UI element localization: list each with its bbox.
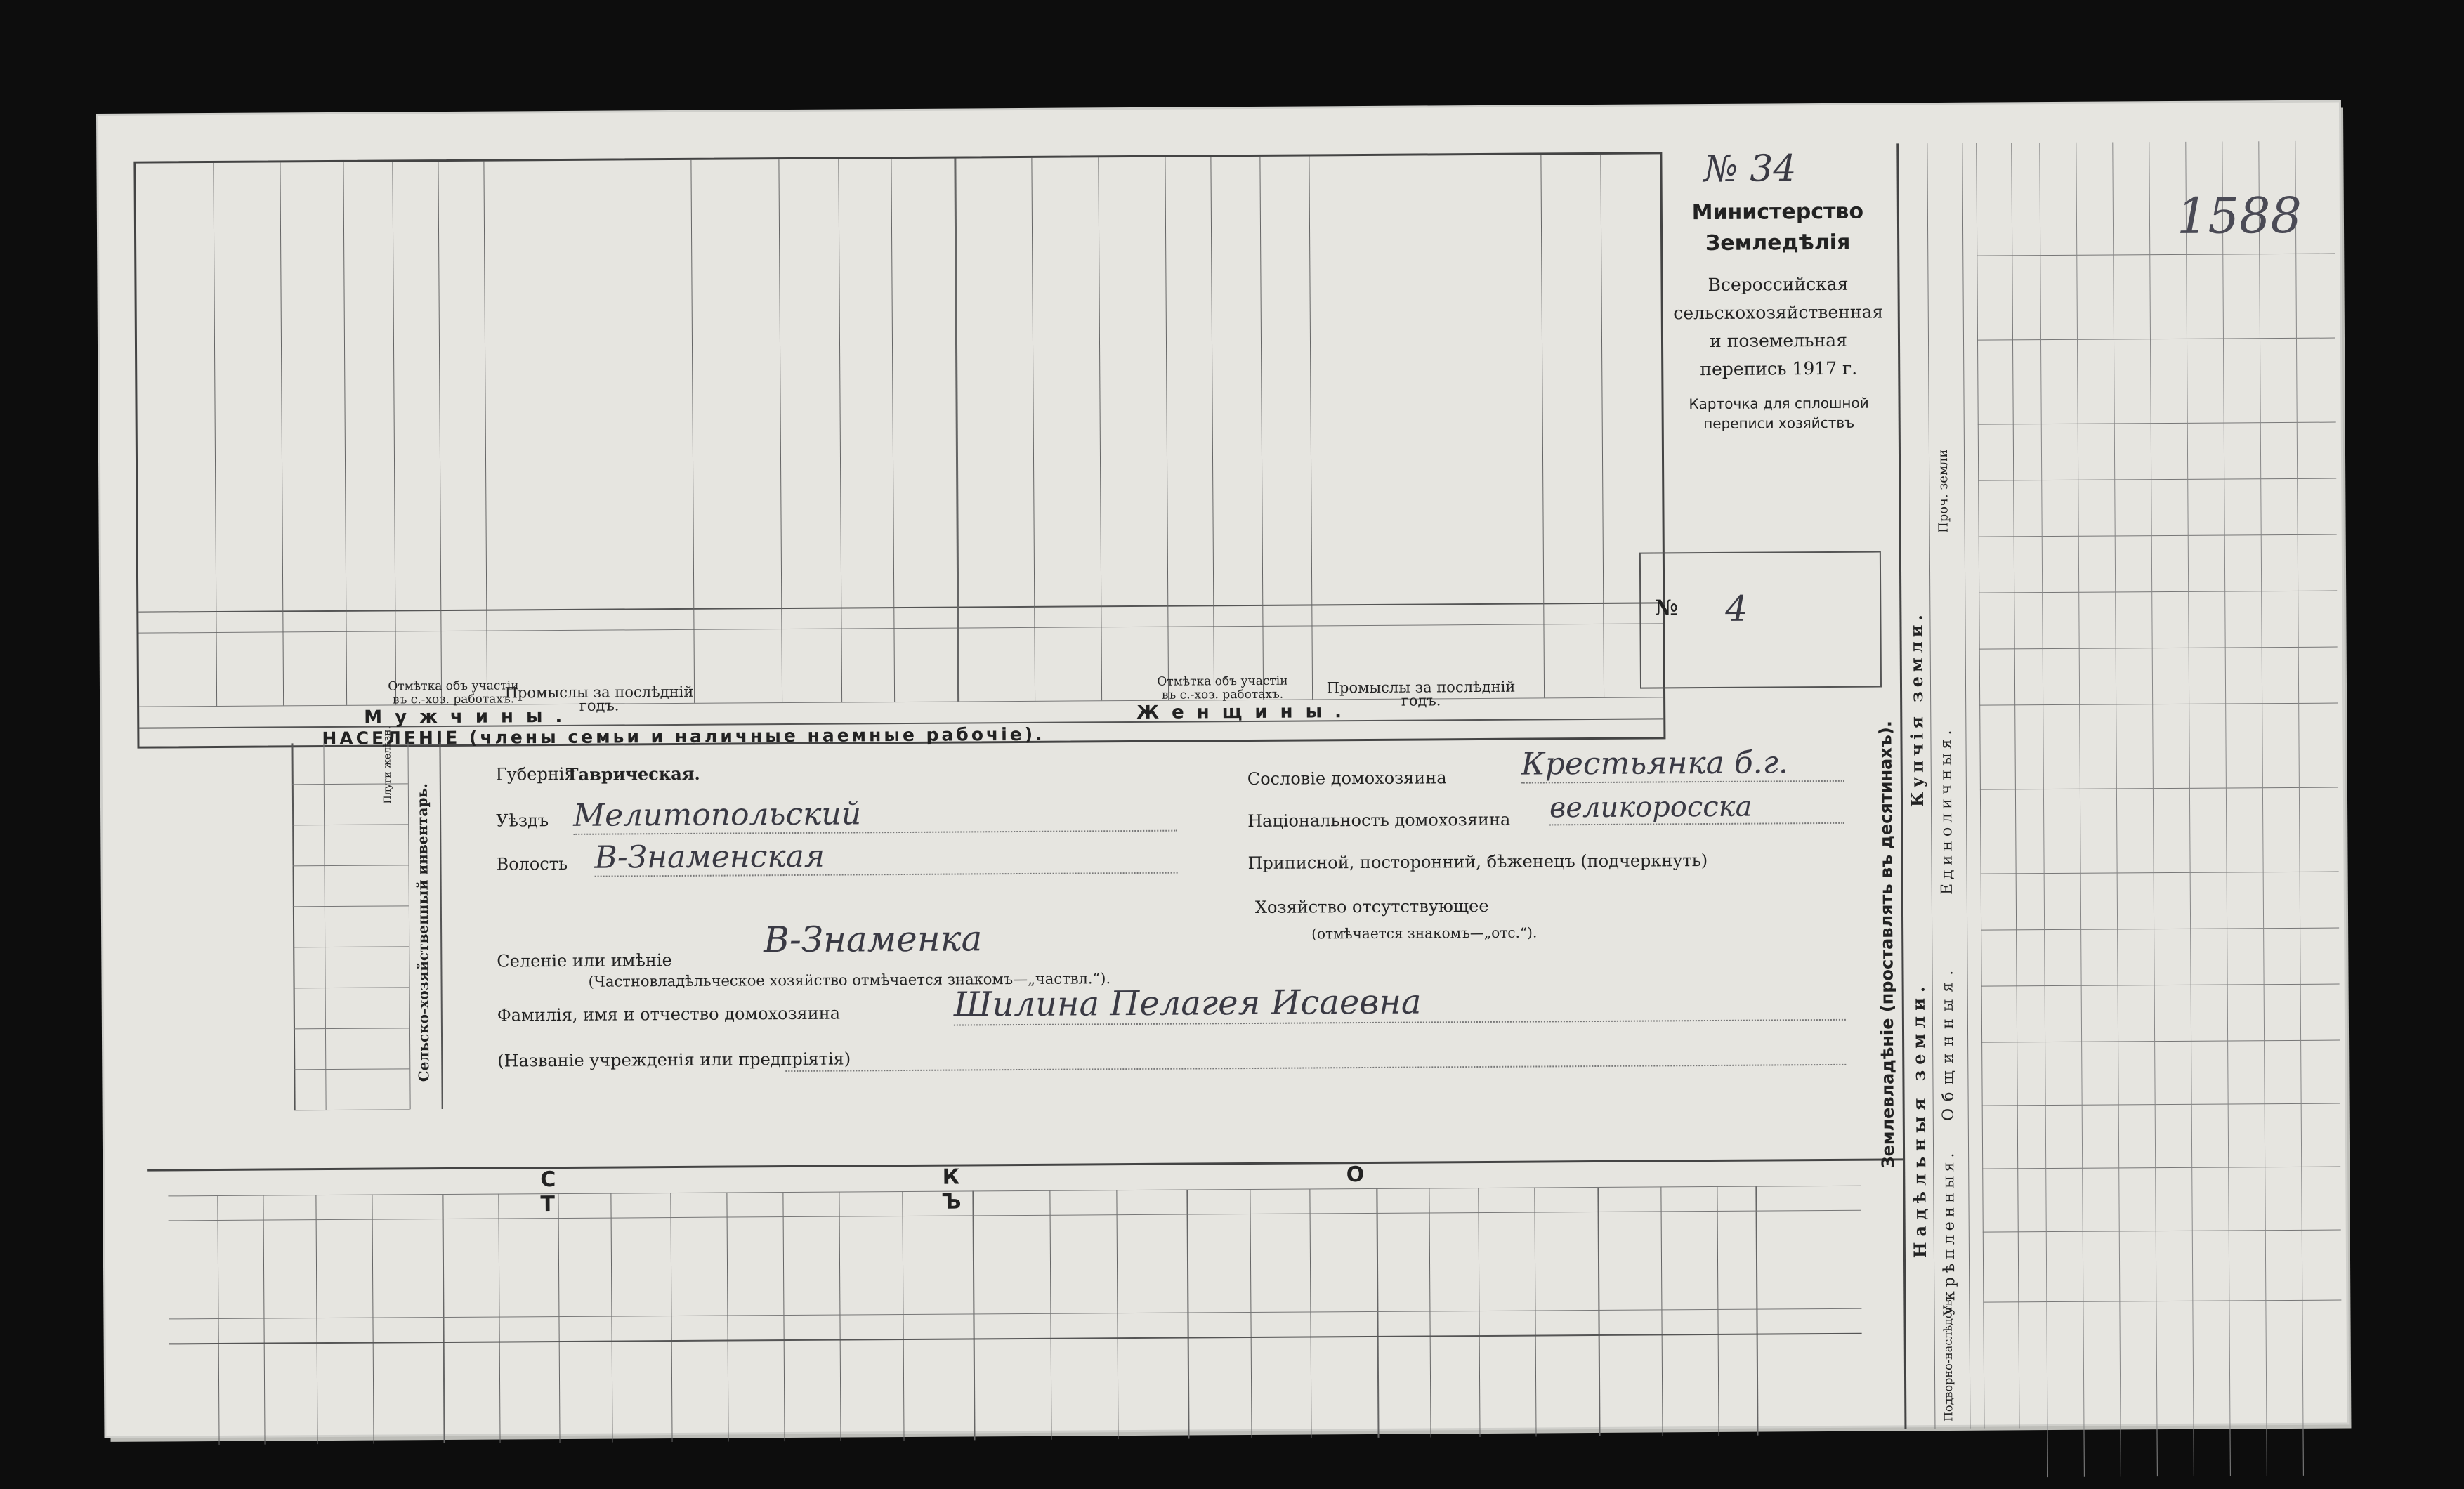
- status-label: Приписной, посторонний, бѣженецъ (подчеркнуть): [1247, 851, 1708, 873]
- land-value: [2119, 802, 2152, 921]
- kuplya-label: Купчiя земли.: [1906, 579, 1928, 839]
- land-column-header: [1981, 790, 2014, 872]
- column-rule: [954, 159, 959, 702]
- column-rule: [483, 162, 487, 704]
- livestock-column-rule: [217, 1195, 219, 1445]
- livestock-value: [1757, 1340, 1862, 1341]
- inventory-label: [328, 950, 409, 951]
- livestock-column-rule: [1116, 1190, 1118, 1439]
- absent-label: Хозяйство отсутствующее: [1255, 896, 1489, 917]
- population-grid: [133, 152, 1665, 748]
- livestock-column-rule: [782, 1192, 785, 1441]
- column-number: [1543, 605, 1603, 606]
- livestock-column-rule: [670, 1193, 672, 1442]
- land-column-number: [2018, 1231, 2047, 1301]
- inventory-title: Сельско-хозяйственный инвентарь.: [414, 749, 437, 1115]
- livestock-column-rule: [315, 1195, 317, 1444]
- column-number: [1034, 608, 1101, 609]
- inventory-value: [209, 868, 279, 869]
- card-type: Карточка для сплошной переписи хозяйствъ: [1673, 393, 1884, 433]
- land-column-header: [1978, 256, 2011, 338]
- livestock-column-rule: [498, 1194, 500, 1443]
- land-column-number: [2013, 480, 2041, 536]
- nation-label: Нацiональность домохозяина: [1247, 810, 1510, 831]
- land-column-rule: [1962, 143, 1970, 1429]
- inventory-row-rule: [292, 824, 408, 825]
- selenie-label: Селенiе или имѣнiе: [497, 950, 672, 971]
- land-value: [2078, 128, 2111, 247]
- land-column-number: [2016, 929, 2044, 985]
- family-label: Фамилiя, имя и отчество домохозяина: [497, 1004, 840, 1025]
- column-header: [697, 631, 780, 699]
- livestock-column-rule: [1534, 1188, 1536, 1437]
- livestock-column-header: [730, 1222, 781, 1312]
- column-rule: [1210, 157, 1214, 700]
- column-header: [896, 631, 955, 697]
- livestock-column-number: [973, 1317, 1050, 1318]
- land-row-label: [2049, 1308, 2080, 1424]
- inventory-number: [295, 993, 323, 1027]
- livestock-column-rule: [1660, 1186, 1663, 1436]
- livestock-column-header: [674, 1223, 725, 1313]
- column-rule: [1031, 158, 1035, 701]
- land-column-header: [1980, 593, 2012, 647]
- land-column-header: [1977, 144, 2010, 254]
- trades-group-label-women: Промыслы за послѣднiй годъ.: [1312, 681, 1530, 709]
- land-column-number: [2017, 1168, 2046, 1231]
- column-rule: [213, 163, 217, 706]
- land-column-header: [1984, 1106, 2017, 1167]
- land-column-header: [1981, 706, 2014, 787]
- land-column-number: [2014, 536, 2042, 592]
- land-row-label: [2268, 1307, 2300, 1423]
- livestock-column-rule: [263, 1195, 265, 1445]
- livestock-column-rule: [839, 1192, 841, 1441]
- livestock-column-rule: [610, 1193, 612, 1443]
- livestock-column-header: [1664, 1216, 1715, 1306]
- livestock-group-title: [168, 1196, 442, 1198]
- inventory-label: [328, 869, 409, 870]
- podvor-label: Подворно-наслѣдств.: [1941, 1302, 1960, 1422]
- inventory-block: [158, 742, 462, 1124]
- livestock-column-header: [1053, 1220, 1115, 1311]
- column-rule: [1098, 157, 1102, 700]
- livestock-column-rule: [1049, 1190, 1051, 1440]
- column-number: [1311, 605, 1543, 607]
- column-rule: [891, 159, 895, 702]
- participation-group-label-men: Отмѣтка объ участiи въ с.-хоз. работахъ.: [381, 679, 525, 707]
- land-column-number: [2014, 592, 2042, 648]
- column-rule: [343, 162, 347, 705]
- selenie-note: (Частновладѣльческое хозяйство отмѣчается знакомъ—„частвл.“).: [588, 970, 1110, 990]
- column-header: [844, 631, 892, 697]
- inventory-rule: [407, 742, 410, 1109]
- column-rule: [438, 162, 442, 704]
- proch-label: Проч. земли: [1936, 438, 1955, 544]
- trades-group-label-men: Промыслы за послѣднiй годъ.: [504, 686, 694, 714]
- inventory-value: [207, 746, 277, 747]
- livestock-column-header: [842, 1221, 900, 1311]
- livestock-column-rule: [902, 1191, 904, 1441]
- livestock-column-header: [1538, 1217, 1596, 1307]
- inventory-number: [294, 952, 322, 986]
- livestock-value: [974, 1345, 1051, 1346]
- livestock-column-header: [1313, 1219, 1375, 1309]
- land-row-label: [2122, 1308, 2154, 1424]
- land-table: [1896, 141, 2342, 1429]
- livestock-column-rule: [1717, 1186, 1719, 1436]
- inventory-row-rule: [294, 1028, 409, 1029]
- inventory-row-rule: [293, 905, 409, 907]
- inventory-number: [294, 749, 322, 782]
- column-header: [219, 634, 281, 702]
- land-column-header: [1979, 481, 2012, 534]
- land-column-number: [2017, 1105, 2046, 1168]
- women-label: Женщины.: [1136, 701, 1354, 723]
- land-column-header: [1983, 1043, 2016, 1103]
- inventory-value: [209, 990, 280, 991]
- inventory-number: [295, 1075, 323, 1108]
- column-rule: [1165, 157, 1169, 700]
- column-header: [142, 635, 214, 702]
- inventory-side-label: Плуги желѣзн.: [381, 744, 400, 803]
- inventory-number: [294, 912, 322, 945]
- land-value: [2083, 802, 2116, 921]
- land-main-title: Землевладѣнiе (проставлять въ десятинахъ).: [1875, 621, 1903, 1267]
- livestock-column-rule: [1478, 1188, 1480, 1437]
- horse-subheader: [169, 1224, 263, 1225]
- column-number: [781, 610, 841, 611]
- livestock-column-header: [1120, 1220, 1185, 1311]
- column-number: [282, 613, 346, 614]
- inventory-label: [327, 828, 408, 829]
- inventory-value: [208, 827, 278, 828]
- volost-label: Волость: [496, 854, 568, 874]
- livestock-column-rule: [1309, 1188, 1311, 1438]
- land-column-number: [2014, 704, 2043, 789]
- land-column-number: [2017, 985, 2045, 1042]
- land-column-number: [2012, 255, 2040, 339]
- census-card: [98, 103, 2347, 1436]
- land-column-number: [2013, 424, 2041, 480]
- land-row-label: [2158, 1308, 2190, 1424]
- column-rule: [1600, 155, 1604, 697]
- livestock-value: [1599, 1341, 1662, 1342]
- land-column-number: [2016, 873, 2044, 929]
- land-value: [2265, 801, 2298, 921]
- inventory-number: [294, 830, 322, 864]
- livestock-value: [499, 1348, 559, 1349]
- livestock-column-header: [1190, 1219, 1248, 1309]
- livestock-column-header: [1432, 1218, 1476, 1308]
- inventory-rule: [439, 742, 443, 1109]
- family-value: Шилина Пелагея Исаевна: [954, 980, 1846, 1026]
- land-column-number: [2014, 648, 2043, 704]
- land-row-label: [2085, 1308, 2117, 1424]
- livestock-column-header: [976, 1221, 1048, 1311]
- livestock-column-rule: [1250, 1189, 1252, 1438]
- inventory-row-rule: [294, 987, 409, 988]
- side-number-label: №: [1655, 596, 1678, 620]
- column-number: [957, 609, 1034, 610]
- soslovie-value: Крестьянка б.г.: [1521, 744, 1844, 784]
- livestock-column-header: [1720, 1216, 1754, 1306]
- land-value: [2115, 128, 2148, 247]
- land-value: [2046, 803, 2079, 922]
- land-column-header: [1979, 341, 2012, 422]
- column-header: [1319, 647, 1537, 648]
- column-header: [494, 652, 687, 653]
- inventory-label: [329, 991, 409, 992]
- column-number: [486, 611, 693, 612]
- livestock-value: [903, 1345, 974, 1346]
- livestock-column-number: [1756, 1312, 1861, 1313]
- land-column-header: [1984, 1303, 2017, 1426]
- column-number: [216, 613, 282, 614]
- soslovie-label: Сословiе домохозяина: [1247, 768, 1447, 789]
- edinol-label: Единоличныя.: [1937, 705, 1957, 916]
- livestock-column-rule: [372, 1195, 374, 1444]
- corner-mark: 1588: [2177, 187, 2302, 245]
- inventory-row-rule: [293, 865, 409, 866]
- household-form: [495, 734, 1874, 1136]
- absent-note: (отмѣчается знакомъ—„отс.“).: [1311, 924, 1537, 943]
- inventory-row-rule: [294, 1109, 410, 1110]
- livestock-column-header: [502, 1224, 556, 1313]
- livestock-column-header: [786, 1222, 837, 1312]
- land-value: [2192, 802, 2225, 921]
- livestock-column-header: [171, 1241, 216, 1315]
- livestock-column-header: [905, 1221, 971, 1311]
- census-title: Всероссийская сельскохозяйственная и поземельная перепись 1917 г.: [1672, 270, 1884, 383]
- livestock-column-header: [375, 1224, 440, 1315]
- side-number-box: [1639, 551, 1882, 689]
- land-column-number: [2018, 1301, 2047, 1428]
- uezd-value: Мелитопольский: [573, 794, 1177, 835]
- men-label: Мужчины.: [364, 706, 575, 728]
- inventory-row-rule: [294, 1068, 409, 1070]
- livestock-column-header: [266, 1225, 314, 1315]
- column-rule: [280, 162, 284, 705]
- population-section-title: НАСЕЛЕНIЕ (члены семьи и наличные наемные рабочiе).: [322, 724, 1044, 749]
- land-value: [2229, 801, 2262, 921]
- column-number: [1101, 608, 1167, 609]
- livestock-column-header: [1253, 1219, 1308, 1309]
- column-header: [1546, 627, 1601, 693]
- column-rule: [1309, 156, 1313, 699]
- livestock-column-number: [1310, 1315, 1377, 1316]
- column-header: [286, 634, 344, 701]
- column-rule: [1259, 157, 1264, 700]
- livestock-column-header: [319, 1225, 370, 1315]
- volost-value: В-Знаменская: [594, 837, 1177, 877]
- inventory-value: [209, 909, 279, 910]
- livestock-title: С К О Т Ъ: [540, 1159, 1903, 1216]
- livestock-value: [1311, 1343, 1377, 1344]
- livestock-value: [612, 1347, 671, 1348]
- inventory-number: [294, 871, 322, 905]
- gubernia-label: Губернiя: [496, 764, 575, 785]
- column-header: [1037, 629, 1099, 697]
- livestock-value: [1251, 1343, 1311, 1344]
- livestock-column-header: [1380, 1218, 1427, 1308]
- livestock-column-header: [1759, 1216, 1859, 1306]
- livestock-value: [1118, 1344, 1188, 1345]
- nation-value: великоросска: [1549, 790, 1844, 826]
- inventory-value: [209, 1031, 280, 1032]
- livestock-column-number: [372, 1320, 443, 1321]
- land-column-number: [2012, 339, 2041, 424]
- inventory-number: [295, 1034, 323, 1068]
- land-column-header: [1981, 650, 2013, 703]
- livestock-column-rule: [1429, 1188, 1431, 1437]
- livestock-value: [1051, 1344, 1118, 1345]
- ministry-title: Министерство Земледѣлія: [1683, 197, 1873, 260]
- inventory-number: [294, 789, 322, 823]
- livestock-column-rule: [726, 1193, 728, 1442]
- gubernia-value: Таврическая.: [566, 763, 700, 785]
- side-number-value: 4: [1725, 589, 1748, 629]
- land-column-number: [2011, 143, 2040, 255]
- land-column-header: [1983, 987, 2015, 1040]
- livestock-grid: [147, 1158, 1904, 1445]
- land-row-label: [2232, 1307, 2263, 1423]
- livestock-column-rule: [558, 1193, 560, 1443]
- livestock-column-number: [1250, 1315, 1310, 1316]
- land-column-number: [2017, 1042, 2045, 1105]
- participation-group-label-women: Отмѣтка объ участiи въ с.-хоз. работахъ.: [1151, 675, 1295, 702]
- nadel-label: Надѣльныя земли.: [1908, 874, 1932, 1365]
- inventory-row-rule: [293, 946, 409, 947]
- land-column-header: [1982, 931, 2014, 984]
- land-row-label: [2305, 1307, 2336, 1423]
- livestock-column-header: [445, 1224, 497, 1314]
- column-rule: [392, 162, 396, 704]
- column-header: [959, 630, 1032, 697]
- column-rule: [778, 159, 782, 702]
- livestock-column-number: [1050, 1316, 1117, 1317]
- column-number: [138, 614, 216, 615]
- inventory-value: [209, 1072, 280, 1073]
- land-column-header: [1984, 1169, 2017, 1230]
- selenie-value: В-Знаменка: [764, 918, 983, 960]
- land-column-header: [1979, 425, 2012, 478]
- land-column-number: [2015, 789, 2044, 873]
- column-number: [693, 610, 781, 611]
- livestock-column-number: [1117, 1316, 1187, 1317]
- livestock-column-header: [561, 1224, 609, 1313]
- obshch-label: Общинныя.: [1939, 930, 1958, 1155]
- header-block: [1661, 147, 1892, 542]
- livestock-row-rule: [169, 1333, 1862, 1345]
- column-rule: [690, 160, 695, 703]
- column-rule: [1540, 155, 1545, 697]
- livestock-column-header: [1601, 1216, 1659, 1306]
- land-value: [2042, 129, 2075, 248]
- land-row-label: [2195, 1308, 2227, 1424]
- livestock-column-header: [221, 1241, 261, 1315]
- land-column-header: [1984, 1233, 2017, 1300]
- livestock-column-number: [903, 1317, 973, 1318]
- livestock-column-header: [1481, 1218, 1533, 1308]
- column-header: [785, 631, 839, 698]
- land-value: [2156, 802, 2189, 921]
- institution-label: (Названiе учрежденiя или предпрiятiя): [497, 1049, 851, 1070]
- land-column-header: [1980, 537, 2012, 591]
- land-column-header: [1982, 874, 2014, 928]
- card-number: № 34: [1703, 147, 1796, 190]
- livestock-column-number: [611, 1319, 671, 1320]
- livestock-column-header: [614, 1223, 669, 1313]
- column-rule: [838, 159, 842, 702]
- uezd-label: Уѣздъ: [496, 811, 549, 830]
- livestock-column-number: [1535, 1313, 1598, 1314]
- ukrepl-label: Укрѣпленныя.: [1940, 1155, 1959, 1316]
- inventory-rule: [323, 743, 326, 1110]
